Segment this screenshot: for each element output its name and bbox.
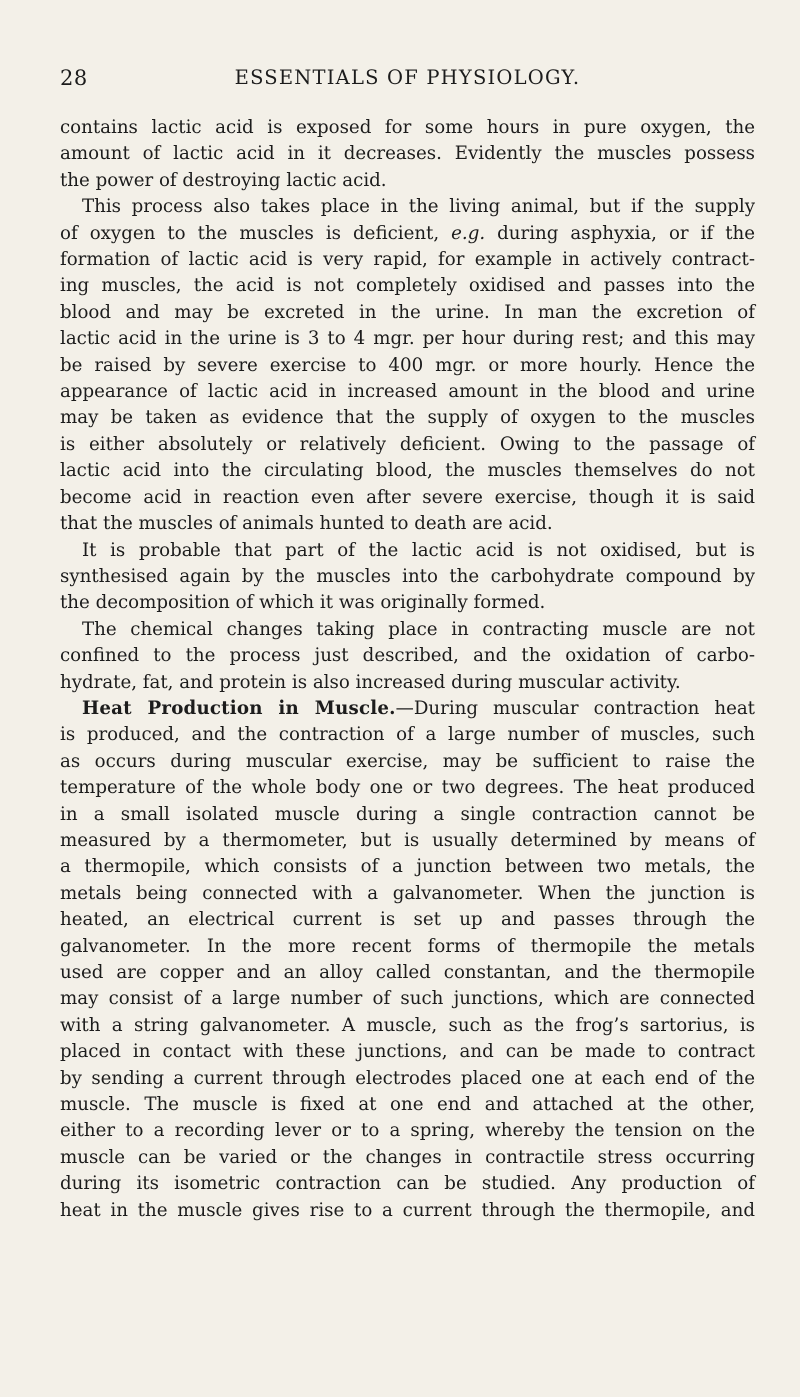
text-line: used are copper and an alloy called constantan, and the thermopile — [60, 962, 755, 983]
text-line: with a string galvanometer. A muscle, such as the frog’s sartorius, is — [60, 1014, 755, 1036]
italic-abbreviation: e.g. — [451, 222, 486, 244]
text-line: galvanometer. In the more recent forms of thermopile the metals — [60, 935, 755, 957]
text-line: lactic acid in the urine is 3 to 4 mgr. per hour during rest; and this may — [60, 328, 755, 350]
body-text — [60, 115, 755, 1224]
text-line: is produced, and the contraction of a large number of muscles, such — [60, 724, 755, 746]
text-line: measured by a thermometer, but is usually determined by means of — [60, 829, 755, 851]
text-line: muscle can be varied or the changes in contractile stress occurring — [60, 1146, 755, 1168]
text-line: placed in contact with these junctions, and can be made to contract — [60, 1041, 755, 1063]
text-line: in a small isolated muscle during a single contraction cannot be — [60, 803, 755, 825]
text-line: metals being connected with a galvanometer. When the junction is — [60, 882, 755, 904]
text-line: temperature of the whole body one or two degrees. The heat produced — [60, 777, 755, 799]
text-line: lactic acid into the circulating blood, the muscles themselves do not — [60, 460, 755, 482]
text-line: the power of destroying lactic acid. — [60, 169, 387, 191]
text-line: become acid in reaction even after severe exercise, though it is said — [60, 486, 755, 508]
text-line: blood and may be excreted in the urine. In man the excretion of — [60, 301, 755, 323]
text-line: that the muscles of animals hunted to death are acid. — [60, 513, 553, 535]
text-line: It is probable that part of the lactic acid is not oxidised, but is — [82, 539, 755, 561]
text-line: is either absolutely or relatively deficient. Owing to the passage of — [60, 433, 755, 455]
text-line: be raised by severe exercise to 400 mgr. or more hourly. Hence the — [60, 354, 755, 376]
text-line: hydrate, fat, and protein is also increased during muscular activity. — [60, 671, 681, 693]
text-line — [60, 696, 755, 722]
text-line: by sending a current through electrodes placed one at each end of the — [60, 1067, 755, 1089]
text-line: confined to the process just described, and the oxidation of carbo- — [60, 645, 755, 667]
text-line: synthesised again by the muscles into the carbohydrate compound by — [60, 565, 755, 587]
text-line — [60, 221, 755, 247]
text-line: amount of lactic acid in it decreases. Evidently the muscles possess — [60, 143, 755, 165]
text-line: may be taken as evidence that the supply of oxygen to the muscles — [60, 407, 755, 429]
text-run: —During muscular contraction heat — [395, 697, 755, 719]
text-line: The chemical changes taking place in contracting muscle are not — [82, 618, 755, 640]
text-line: either to a recording lever or to a spring, whereby the tension on the — [60, 1120, 755, 1142]
text-line: heated, an electrical current is set up and passes through the — [60, 909, 755, 931]
text-line: a thermopile, which consists of a junction between two metals, the — [60, 856, 755, 878]
section-heading: Heat Production in Muscle. — [82, 697, 396, 719]
text-line: contains lactic acid is exposed for some hours in pure oxygen, the — [60, 117, 755, 138]
text-line: may consist of a large number of such junctions, which are connected — [60, 988, 755, 1010]
page-number: 28 — [60, 66, 88, 90]
text-line: during its isometric contraction can be studied. Any production of — [60, 1173, 755, 1195]
text-line: muscle. The muscle is fixed at one end and attached at the other, — [60, 1094, 755, 1116]
text-line: the decomposition of which it was originally formed. — [60, 592, 546, 614]
text-line: ing muscles, the acid is not completely oxidised and passes into the — [60, 275, 755, 297]
text-line: formation of lactic acid is very rapid, for example in actively contract- — [60, 249, 755, 271]
text-run: during asphyxia, or if the — [485, 222, 755, 244]
running-head: ESSENTIALS OF PHYSIOLOGY. — [234, 66, 581, 89]
text-line: heat in the muscle gives rise to a current through the thermopile, and — [60, 1199, 755, 1221]
text-line: This process also takes place in the living animal, but if the supply — [82, 196, 755, 218]
text-line: appearance of lactic acid in increased amount in the blood and urine — [60, 381, 755, 403]
text-line: as occurs during muscular exercise, may be sufficient to raise the — [60, 750, 755, 772]
page-header — [60, 66, 755, 96]
text-run: of oxygen to the muscles is deficient, — [60, 222, 452, 244]
